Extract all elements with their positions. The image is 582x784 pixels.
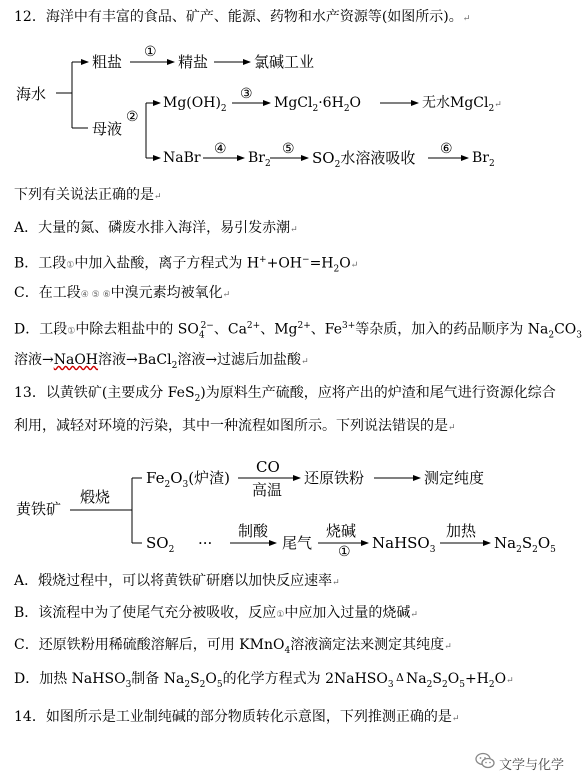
step4-marker: ④ [214,141,227,157]
high-temp-label: 高温 [252,481,283,499]
q12-prompt: 下列有关说法正确的是↵ [14,187,162,203]
seawater-label: 海水 [16,85,47,103]
q12-option-c: C．在工段④ ⑤ ⑥中溴元素均被氧化↵ [14,285,231,301]
nabr-label: NaBr [163,150,201,166]
q14-stem: 14．如图所示是工业制纯碱的部分物质转化示意图，下列推测正确的是↵ [14,709,460,725]
so2-absorb-label: $SO_2$水溶液吸收 [312,149,416,170]
q13-option-d: D．加热 NaHSO$_3$制备 $Na_2S_2O_5$的化学方程式为 2NaHSO$_3$ Δ $Na_2S_2O_5+H_2O↵$ [14,671,514,690]
q13-option-c: C．还原铁粉用稀硫酸溶解后，可用 KMnO$_4$溶液滴定法来测定其纯度↵ [14,637,452,656]
q13-stem-line1: 13．以黄铁矿(主要成分 FeS$_2$)为原料生产硫酸，应将产出的炉渣和尾气进行资源化综合 [14,385,556,404]
anhydrous-mgcl2-label: 无水MgCl$_2$↵ [422,95,502,114]
watermark [475,752,564,774]
wechat-icon [475,752,495,774]
crude-salt-label: 粗盐 [92,53,123,71]
step6-marker: ⑥ [440,141,453,157]
q12-option-d: D．工段①中除去粗盐中的 $SO_4^{2-}$、$Ca^{2+}$、$Mg^{2+}$、$Fe^{3+}$等杂质，加入的药品顺序为 $Na_2CO_3$ [14,321,582,341]
dots-label: ··· [198,534,213,552]
mother-liquor-label: 母液 [92,120,123,138]
q12-option-d-cont: 溶液→NaOH溶液→BaCl$_2$溶液→过滤后加盐酸↵ [14,352,309,371]
step5-marker: ⑤ [282,141,295,157]
q12-stem: 12．海洋中有丰富的食品、矿产、能源、药物和水产资源等(如图所示)。↵ [14,9,471,25]
fe2o3-label: $Fe_2O_3$(炉渣) [146,469,230,490]
so2-label: $SO_2$ [146,534,175,555]
calcine-label: 煅烧 [80,488,111,506]
q13-stem-line2: 利用，减轻对环境的污染，其中一种流程如图所示。下列说法错误的是↵ [14,418,456,434]
br2-label-b: $Br_2$ [472,150,495,169]
step3-marker: ③ [240,86,253,102]
mgoh2-label: $Mg(OH)_2$ [163,95,227,114]
tail-gas-label: 尾气 [282,534,313,552]
heat-label: 加热 [446,522,477,540]
co-label: CO [256,458,280,476]
q12-option-b: B．工段①中加入盐酸，离子方程式为 $H^++OH^-=H_2O↵$ [14,255,359,275]
measure-purity-label: 测定纯度 [424,469,485,487]
na2s2o5-label: $Na_2S_2O_5$ [494,534,556,555]
watermark-text: 文学与化学 [498,757,564,773]
chlor-alkali-label: 氯碱工业 [254,53,315,71]
refined-salt-label: 精盐 [178,53,209,71]
delta-symbol: Δ [396,671,404,684]
pyrite-label: 黄铁矿 [16,500,62,518]
q13-step1-marker: ① [338,544,351,560]
nahso3-label: NaHSO$_3$ [372,534,436,555]
reduced-iron-label: 还原铁粉 [304,469,365,487]
mgcl2-hydrate-label: $MgCl_2\cdot 6H_2O$ [274,95,362,114]
q13-option-a: A．煅烧过程中，可以将黄铁矿研磨以加快反应速率↵ [14,573,340,589]
br2-label-a: $Br_2$ [248,150,271,169]
make-acid-label: 制酸 [238,522,269,540]
step1-marker: ① [144,44,157,60]
q12-option-a: A．大量的氮、磷废水排入海洋，易引发赤潮↵ [14,220,298,236]
q13-option-b: B．该流程中为了使尾气充分被吸收，反应①中应加入过量的烧碱↵ [14,605,418,621]
step2-marker: ② [126,109,139,125]
caustic-label: 烧碱 [326,522,357,540]
